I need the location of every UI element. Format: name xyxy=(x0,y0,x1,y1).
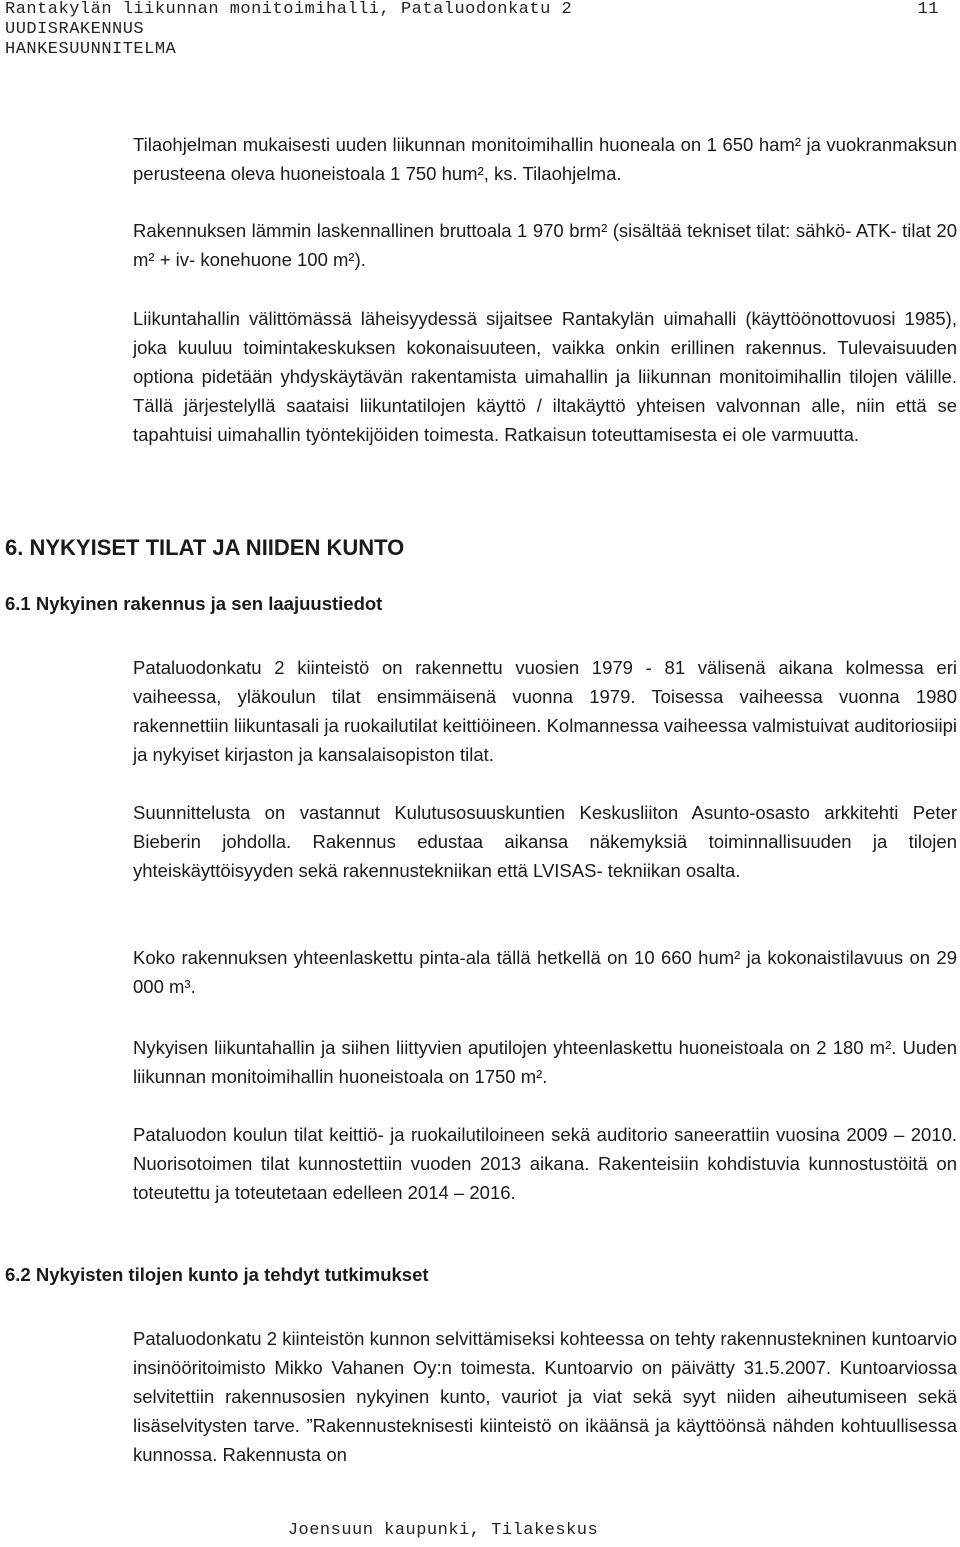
page-number: 11 xyxy=(917,0,939,19)
section-6-heading: 6. NYKYISET TILAT JA NIIDEN KUNTO xyxy=(5,535,405,560)
page-footer xyxy=(0,1521,960,1540)
paragraph-sports-hall-area: Nykyisen liikuntahallin ja siihen liittyvien aputilojen yhteenlaskettu huoneistoala on 2 180 m². Uuden liikunnan monitoimihallin huoneistoala on 1750 m². xyxy=(133,1037,957,1087)
paragraph-swimming-hall: Liikuntahallin välittömässä läheisyydessä sijaitsee Rantakylän uimahalli (käyttöönottovuosi 1985), joka kuuluu toimintakeskuksen kokonaisuuteen, vaikka onkin erillinen rakennus. Tulevaisuuden optiona pidetään yhdyskäytävän rakentamista uimahallin ja liikunnan monitoimihallin tilojen välille. Tällä järjestelyllä saataisi liikuntatilojen käyttö / iltakäyttö yhteisen valvonnan alle, niin että se tapahtuisi uimahallin työntekijöiden toimesta. Ratkaisun toteuttamisesta ei ole varmuutta. xyxy=(133,308,957,445)
paragraph-total-area: Koko rakennuksen yhteenlaskettu pinta-ala tällä hetkellä on 10 660 hum² ja kokonaistilavuus on 29 000 m³. xyxy=(133,947,957,997)
section-6-1-heading: 6.1 Nykyinen rakennus ja sen laajuustiedot xyxy=(5,593,383,614)
paragraph-building-history: Pataluodonkatu 2 kiinteistö on rakennettu vuosien 1979 - 81 välisenä aikana kolmessa eri vaiheessa, yläkoulun tilat ensimmäisenä vuonna 1979. Toisessa vaiheessa vuonna 1980 rakennettiin liikuntasali ja ruokailutilat keittiöineen. Kolmannessa vaiheessa valmistuivat auditoriosiipi ja nykyiset kirjaston ja kansalaisopiston tilat. xyxy=(133,657,957,765)
paragraph-area-summary: Tilaohjelman mukaisesti uuden liikunnan monitoimihallin huoneala on 1 650 ham² ja vuokranmaksun perusteena oleva huoneistoala 1 750 hum², ks. Tilaohjelma. xyxy=(133,134,957,184)
footer-organization: Joensuun kaupunki, Tilakeskus xyxy=(287,1521,599,1540)
paragraph-renovations: Pataluodon koulun tilat keittiö- ja ruokailutiloineen sekä auditorio saneerattiin vuosina 2009 – 2010. Nuorisotoimen tilat kunnostettiin vuoden 2013 aikana. Rakenteisiin kohdistuvia kunnostustöitä on toteutettu ja toteutetaan edelleen 2014 – 2016. xyxy=(133,1124,957,1203)
header-project-title: Rantakylän liikunnan monitoimihalli, Pataluodonkatu 2 xyxy=(5,0,573,19)
header-document-type: HANKESUUNNITELMA xyxy=(5,40,177,59)
paragraph-design: Suunnittelusta on vastannut Kulutusosuuskuntien Keskusliiton Asunto-osasto arkkitehti Peter Bieberin johdolla. Rakennus edustaa aikansa näkemyksiä toiminnallisuuden ja tilojen yhteiskäyttöisyyden sekä rakennustekniikan että LVISAS- tekniikan osalta. xyxy=(133,802,957,881)
header-project-type: UUDISRAKENNUS xyxy=(5,20,145,39)
paragraph-gross-area: Rakennuksen lämmin laskennallinen bruttoala 1 970 brm² (sisältää tekniset tilat: sähkö- ATK- tilat 20 m² + iv- konehuone 100 m²). xyxy=(133,220,957,270)
page-header xyxy=(5,0,955,60)
section-6-2-heading: 6.2 Nykyisten tilojen kunto ja tehdyt tutkimukset xyxy=(5,1264,429,1285)
paragraph-condition-assessment: Pataluodonkatu 2 kiinteistön kunnon selvittämiseksi kohteessa on tehty rakennustekninen kuntoarvio insinööritoimisto Mikko Vahanen Oy:n toimesta. Kuntoarvio on päivätty 31.5.2007. Kuntoarviossa selvitettiin rakennusosien nykyinen kunto, vauriot ja viat sekä syyt niiden aiheutumiseen sekä lisäselvitysten tarve. ”Rakennusteknisesti kiinteistö on ikäänsä ja käyttöönsä nähden kohtuullisessa kunnossa. Rakennusta on xyxy=(133,1328,957,1465)
